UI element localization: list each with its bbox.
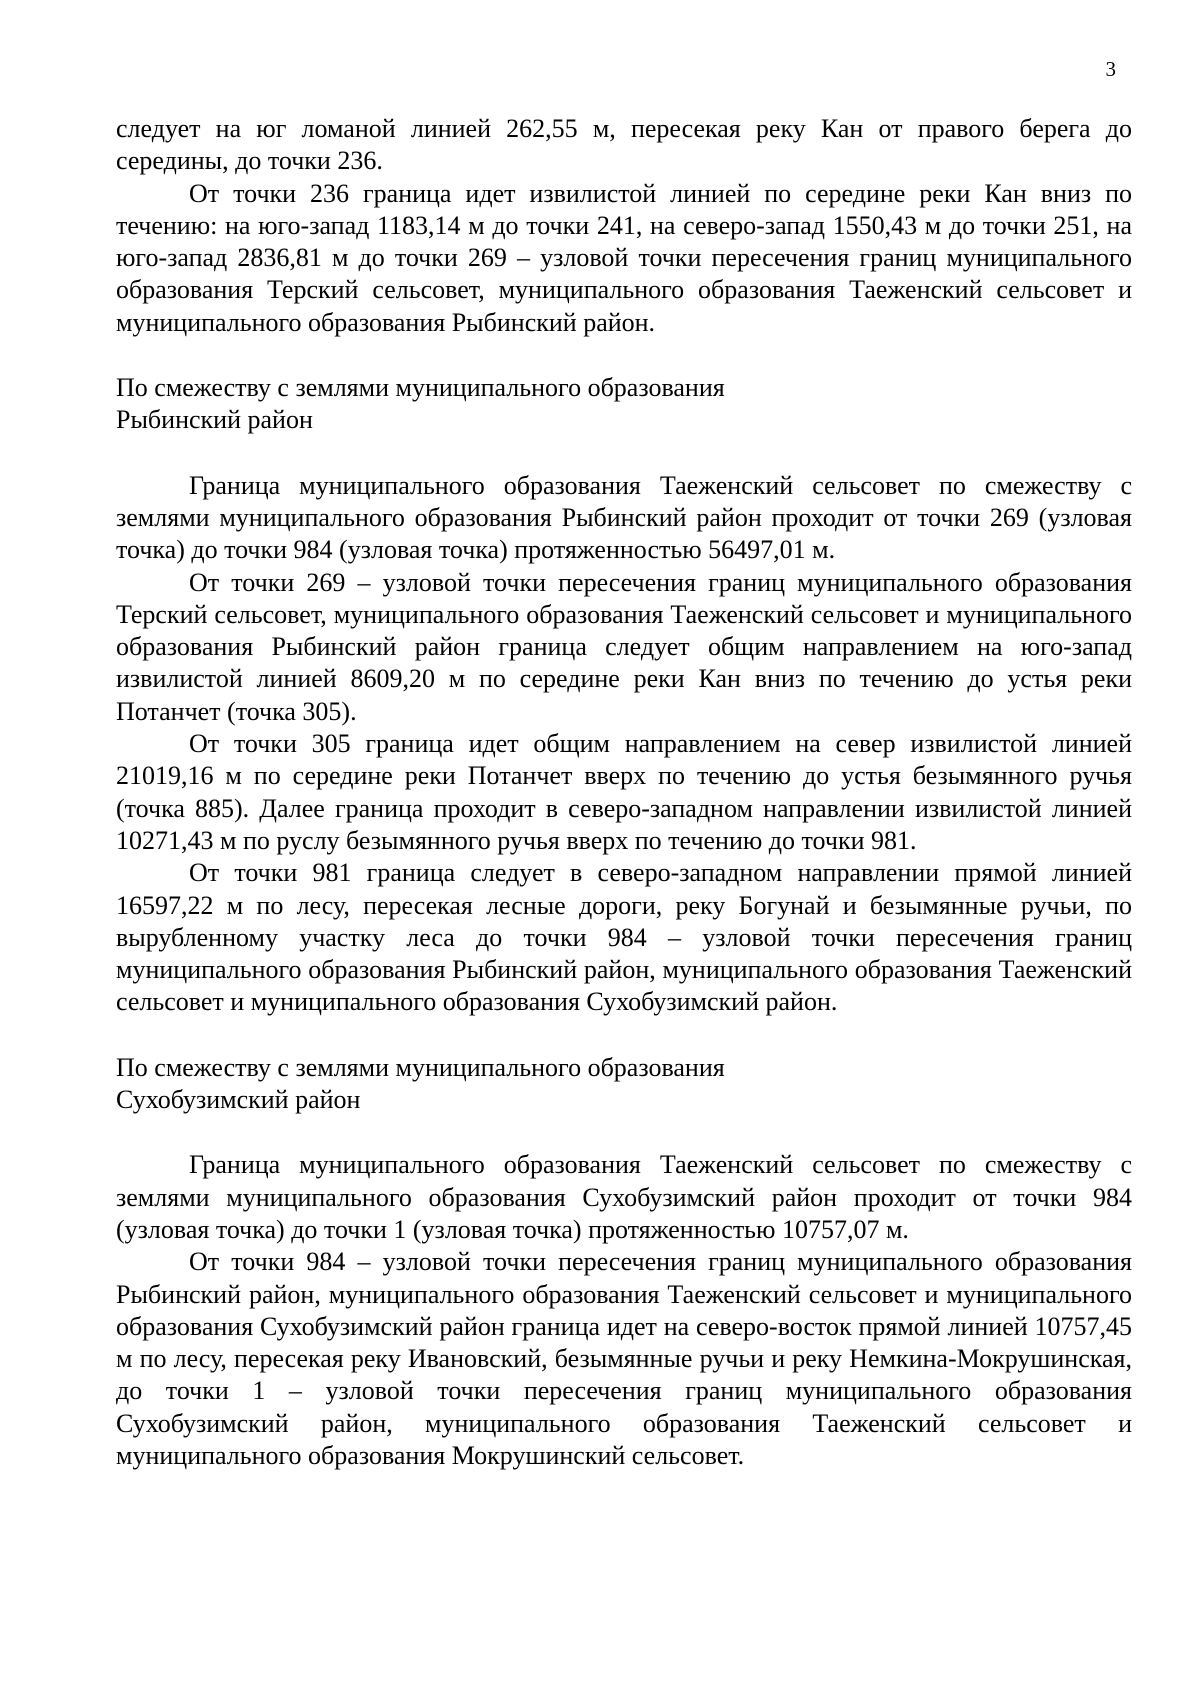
paragraph: От точки 981 граница следует в северо-западном направлении прямой линией 16597,22 м по лесу, пересекая лесные дороги, реку Богунай и безымянные ручьи, по вырубленному участку леса до точки 984 – узловой точки пересечения границ муниципального образования Рыбинский район, муниципального образования Таеженский сельсовет и муниципального образования Сухобузимский район.: [116, 858, 1132, 1017]
section-heading-line: По смежеству с землями муниципального образования: [116, 1052, 725, 1082]
paragraph: От точки 984 – узловой точки пересечения границ муниципального образования Рыбинский район, муниципального образования Таеженский сельсовет и муниципального образования Сухобузимский район граница идет на северо-восток прямой линией 10757,45 м по лесу, пересекая реку Ивановский, безымянные ручьи и реку Немкина-Мокрушинская, до точки 1 – узловой точки пересечения границ муниципального образования Сухобузимский район, муниципального образования Таеженский сельсовет и муниципального образования Мокрушинский сельсовет.: [116, 1247, 1132, 1470]
paragraph: От точки 236 граница идет извилистой линией по середине реки Кан вниз по течению: на юго-запад 1183,14 м до точки 241, на северо-запад 1550,43 м до точки 251, на юго-запад 2836,81 м до точки 269 – узловой точки пересечения границ муниципального образования Терский сельсовет, муниципального образования Таеженский сельсовет и муниципального образования Рыбинский район.: [116, 178, 1132, 337]
section-heading-line: По смежеству с землями муниципального образования: [116, 373, 725, 403]
section-heading-rybinsky: [116, 372, 1132, 437]
section-heading-sukhobuzimsky: [116, 1052, 1132, 1117]
paragraph: Граница муниципального образования Таеженский сельсовет по смежеству с землями муниципального образования Сухобузимский район проходит от точки 984 (узловая точка) до точки 1 (узловая точка) протяженностью 10757,07 м.: [116, 1150, 1132, 1244]
section-heading-line: Сухобузимский район: [116, 1085, 361, 1115]
section-heading-line: Рыбинский район: [116, 405, 313, 435]
spacer: [116, 1116, 1132, 1149]
page-number: 3: [1105, 57, 1116, 81]
spacer: [116, 339, 1132, 372]
paragraph: От точки 305 граница идет общим направлением на север извилистой линией 21019,16 м по середине реки Потанчет вверх по течению до устья безымянного ручья (точка 885). Далее граница проходит в северо-западном направлении извилистой линией 10271,43 м по руслу безымянного ручья вверх по течению до точки 981.: [116, 729, 1132, 855]
spacer: [116, 1019, 1132, 1052]
spacer: [116, 437, 1132, 470]
paragraph-continuation: следует на юг ломаной линией 262,55 м, пересекая реку Кан от правого берега до середины, до точки 236.: [116, 114, 1132, 176]
paragraph: Граница муниципального образования Таеженский сельсовет по смежеству с землями муниципального образования Рыбинский район проходит от точки 269 (узловая точка) до точки 984 (узловая точка) протяженностью 56497,01 м.: [116, 470, 1132, 565]
paragraph: От точки 269 – узловой точки пересечения границ муниципального образования Терский сельсовет, муниципального образования Таеженский сельсовет и муниципального образования Рыбинский район граница следует общим направлением на юго-запад извилистой линией 8609,20 м по середине реки Кан вниз по течению до устья реки Потанчет (точка 305).: [116, 567, 1132, 726]
document-body: [116, 113, 1132, 1472]
